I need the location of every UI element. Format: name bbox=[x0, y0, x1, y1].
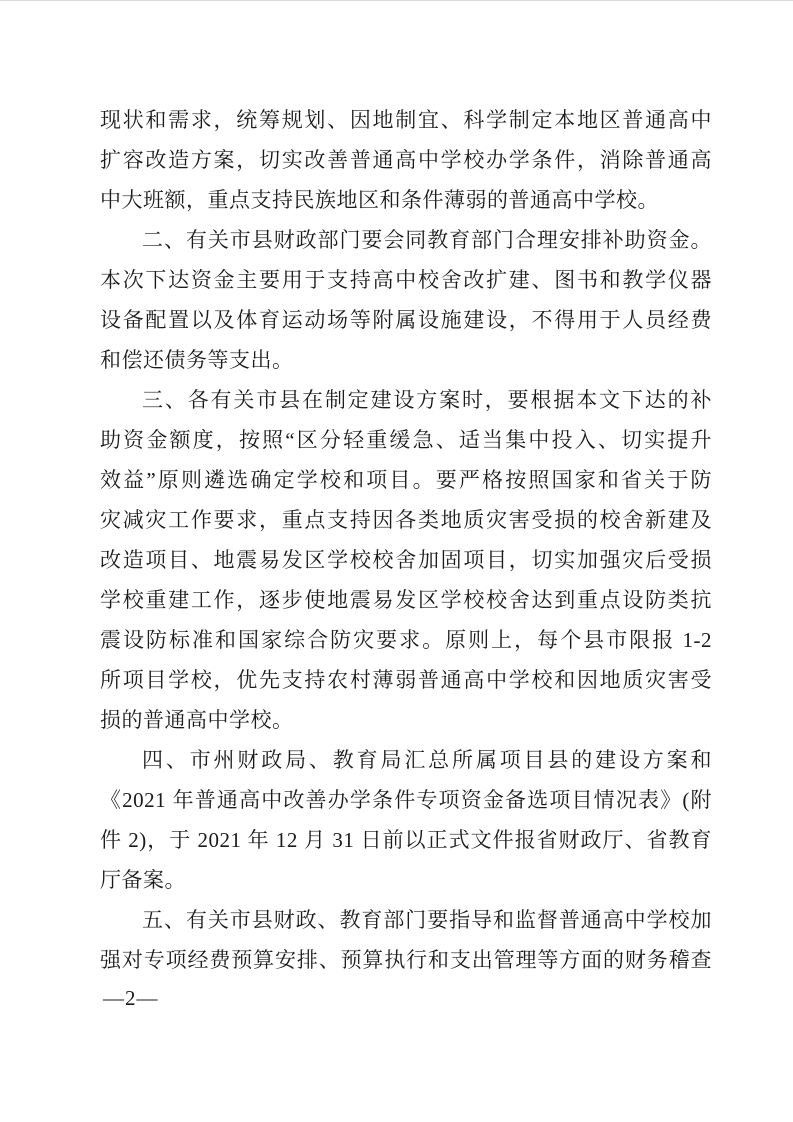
text-line: 《2021 年普通高中改善办学条件专项资金备选项目情况表》(附 bbox=[100, 788, 712, 812]
text-line: 强对专项经费预算安排、预算执行和支出管理等方面的财务稽查 bbox=[100, 948, 712, 972]
text-line: 二、有关市县财政部门要会同教育部门合理安排补助资金。 bbox=[142, 228, 712, 252]
paragraph bbox=[100, 220, 712, 380]
paragraph bbox=[100, 740, 712, 900]
page-number: —2— bbox=[103, 986, 159, 1010]
text-line: 所项目学校，优先支持农村薄弱普通高中学校和因地质灾害受 bbox=[100, 668, 712, 692]
text-line: 中大班额，重点支持民族地区和条件薄弱的普通高中学校。 bbox=[100, 188, 659, 212]
text-line: 五、有关市县财政、教育部门要指导和监督普通高中学校加 bbox=[142, 908, 712, 932]
text-line: 本次下达资金主要用于支持高中校舍改扩建、图书和教学仪器 bbox=[100, 268, 712, 292]
text-line: 件 2)，于 2021 年 12 月 31 日前以正式文件报省财政厅、省教育 bbox=[100, 828, 712, 852]
text-line: 四、市州财政局、教育局汇总所属项目县的建设方案和 bbox=[142, 748, 712, 772]
text-line: 设备配置以及体育运动场等附属设施建设，不得用于人员经费 bbox=[100, 308, 712, 332]
text-line: 三、各有关市县在制定建设方案时，要根据本文下达的补 bbox=[142, 388, 712, 412]
text-line: 现状和需求，统筹规划、因地制宜、科学制定本地区普通高中 bbox=[100, 108, 712, 132]
text-line: 损的普通高中学校。 bbox=[100, 708, 294, 732]
text-line: 学校重建工作，逐步使地震易发区学校校舍达到重点设防类抗 bbox=[100, 588, 712, 612]
text-line: 改造项目、地震易发区学校校舍加固项目，切实加强灾后受损 bbox=[100, 548, 712, 572]
text-line: 灾减灾工作要求，重点支持因各类地质灾害受损的校舍新建及 bbox=[100, 508, 712, 532]
text-line: 震设防标准和国家综合防灾要求。原则上，每个县市限报 1-2 bbox=[100, 628, 712, 652]
scan-edge-line bbox=[0, 0, 793, 1]
document-body bbox=[100, 100, 712, 980]
paragraph bbox=[100, 380, 712, 740]
text-line: 扩容改造方案，切实改善普通高中学校办学条件，消除普通高 bbox=[100, 148, 712, 172]
paragraph bbox=[100, 900, 712, 980]
paragraph bbox=[100, 100, 712, 220]
text-line: 和偿还债务等支出。 bbox=[100, 348, 294, 372]
text-line: 助资金额度，按照“区分轻重缓急、适当集中投入、切实提升 bbox=[100, 428, 712, 452]
text-line: 厅备案。 bbox=[100, 868, 186, 892]
text-line: 效益”原则遴选确定学校和项目。要严格按照国家和省关于防 bbox=[100, 468, 712, 492]
